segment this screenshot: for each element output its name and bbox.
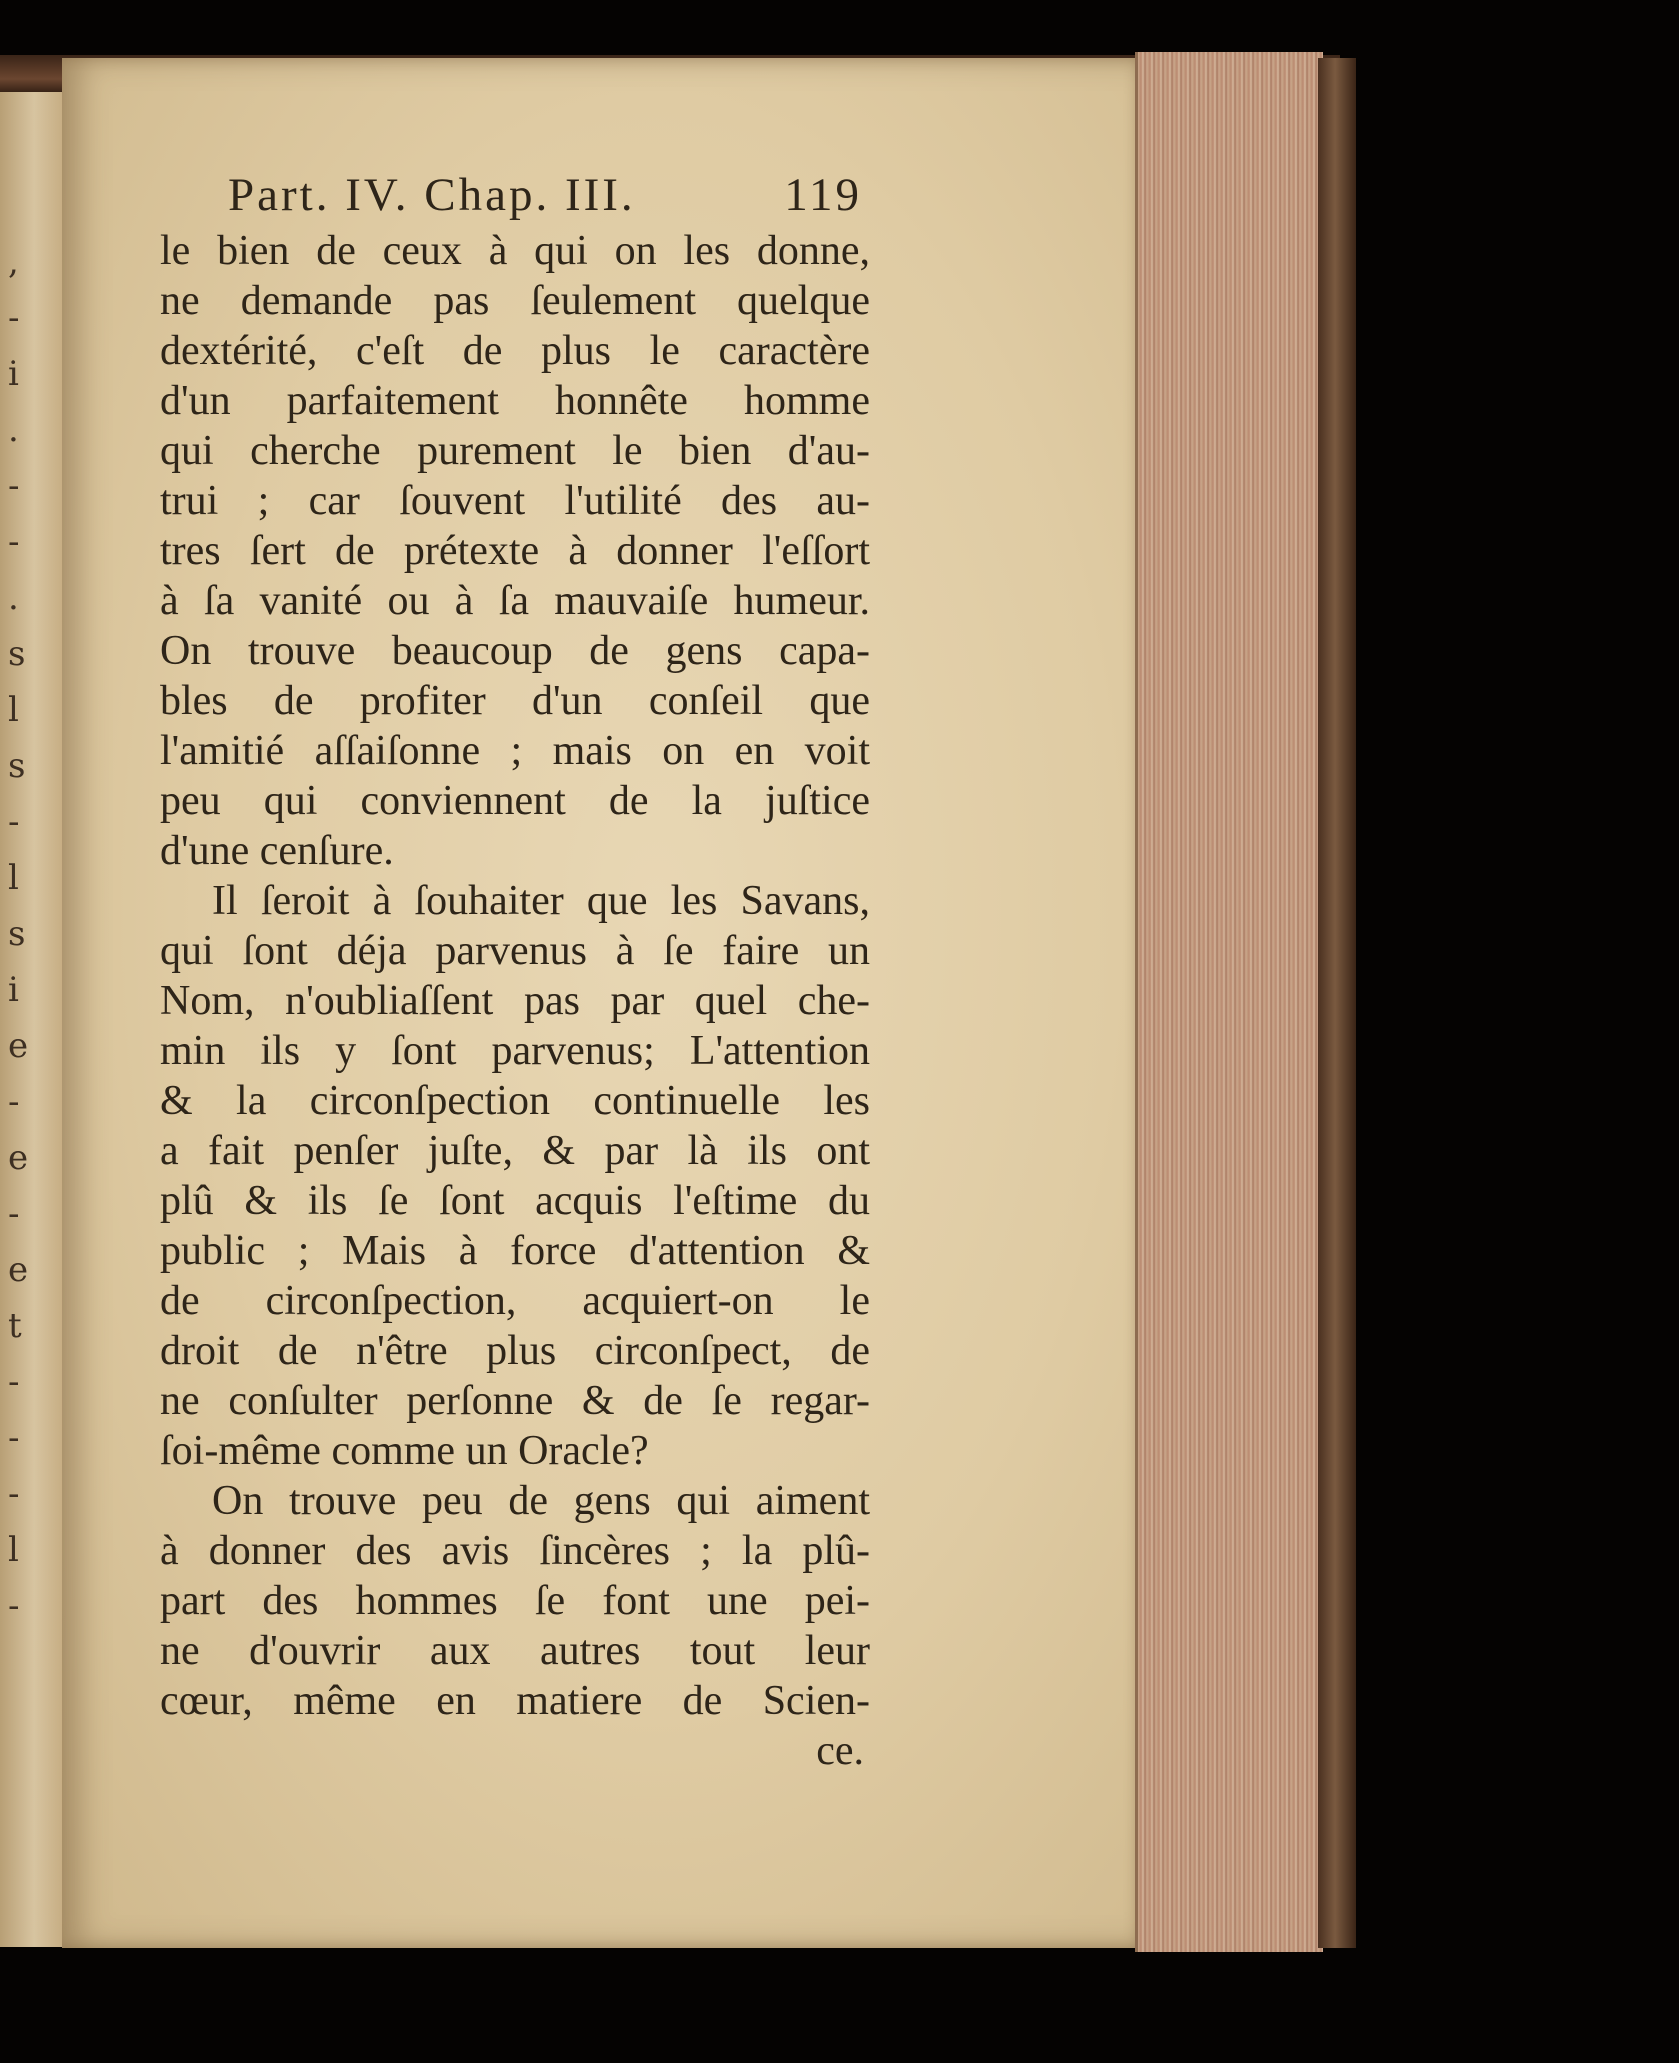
text-line: qui ſont déja parvenus à ſe faire un	[160, 928, 870, 974]
text-line: tres ſert de prétexte à donner l'eſſort	[160, 528, 870, 574]
previous-page-glyph: -	[8, 1194, 20, 1234]
previous-page-glyph: -	[8, 802, 20, 842]
previous-page-glyph: s	[8, 746, 26, 786]
text-line: trui ; car ſouvent l'utilité des au-	[160, 478, 870, 524]
previous-page-glyph: s	[8, 914, 26, 954]
page-number: 119	[784, 169, 862, 221]
previous-page-text-fragments	[8, 92, 48, 1947]
text-line: ne demande pas ſeulement quelque	[160, 278, 870, 324]
previous-page-glyph: -	[8, 1082, 20, 1122]
previous-page-glyph: ,	[8, 242, 19, 282]
page-text-block	[160, 168, 870, 1776]
text-line: le bien de ceux à qui on les donne,	[160, 228, 870, 274]
previous-page-glyph: -	[8, 466, 20, 506]
previous-page-glyph: e	[8, 1138, 29, 1178]
previous-page-glyph: e	[8, 1026, 29, 1066]
page-edges-block	[1135, 52, 1323, 1952]
previous-page-glyph: -	[8, 1474, 20, 1514]
previous-page-glyph: t	[8, 1306, 22, 1346]
text-line: dextérité, c'eſt de plus le caractère	[160, 328, 870, 374]
previous-page-glyph: s	[8, 634, 26, 674]
text-line: qui cherche purement le bien d'au-	[160, 428, 870, 474]
text-line: plû & ils ſe ſont acquis l'eſtime du	[160, 1178, 870, 1224]
text-line: a fait penſer juſte, & par là ils ont	[160, 1128, 870, 1174]
previous-page-glyph: -	[8, 1362, 20, 1402]
previous-page-glyph: l	[8, 1530, 19, 1570]
text-line: à ſa vanité ou à ſa mauvaiſe humeur.	[160, 578, 870, 624]
text-line: droit de n'être plus circonſpect, de	[160, 1328, 870, 1374]
previous-page-glyph: -	[8, 298, 20, 338]
text-line: min ils y ſont parvenus; L'attention	[160, 1028, 870, 1074]
previous-page-glyph: l	[8, 690, 19, 730]
previous-page-glyph: .	[8, 578, 19, 618]
text-line: part des hommes ſe font une pei-	[160, 1578, 870, 1624]
previous-page-glyph: -	[8, 1418, 20, 1458]
text-line: d'un parfaitement honnête homme	[160, 378, 870, 424]
text-line: de circonſpection, acquiert-on le	[160, 1278, 870, 1324]
text-line: On trouve peu de gens qui aiment	[212, 1478, 870, 1524]
text-line: Nom, n'oubliaſſent pas par quel che-	[160, 978, 870, 1024]
text-line: peu qui conviennent de la juſtice	[160, 778, 870, 824]
text-line: & la circonſpection continuelle les	[160, 1078, 870, 1124]
text-line: bles de profiter d'un conſeil que	[160, 678, 870, 724]
running-head-title: Part. IV. Chap. III.	[228, 169, 636, 221]
text-line: ne d'ouvrir aux autres tout leur	[160, 1628, 870, 1674]
text-line: cœur, même en matiere de Scien-	[160, 1678, 870, 1724]
binding-edge	[1318, 58, 1356, 1948]
previous-page-glyph: i	[8, 970, 19, 1010]
text-line: public ; Mais à force d'attention &	[160, 1228, 870, 1274]
previous-page-glyph: -	[8, 1586, 20, 1626]
body-text	[160, 226, 870, 1726]
running-head	[160, 168, 870, 224]
text-line: à donner des avis ſincères ; la plû-	[160, 1528, 870, 1574]
text-line: d'une cenſure.	[160, 828, 394, 874]
previous-page-glyph: -	[8, 522, 20, 562]
previous-page-glyph: .	[8, 410, 19, 450]
previous-page-edge	[0, 92, 65, 1947]
catchword: ce.	[816, 1728, 864, 1774]
text-line: ne conſulter perſonne & de ſe regar-	[160, 1378, 870, 1424]
text-line: On trouve beaucoup de gens capa-	[160, 628, 870, 674]
previous-page-glyph: e	[8, 1250, 29, 1290]
text-line: ſoi-même comme un Oracle?	[160, 1428, 649, 1474]
text-line: l'amitié aſſaiſonne ; mais on en voit	[160, 728, 870, 774]
previous-page-glyph: l	[8, 858, 19, 898]
previous-page-glyph: i	[8, 354, 19, 394]
text-line: Il ſeroit à ſouhaiter que les Savans,	[212, 878, 870, 924]
